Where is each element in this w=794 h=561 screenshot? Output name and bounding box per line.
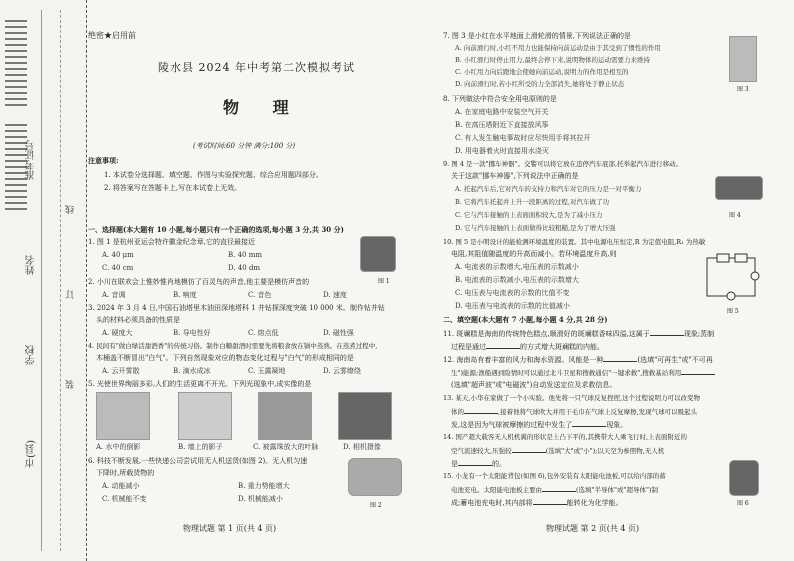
option: A. 硬度大 [102,329,133,337]
notice-item: 2. 将答案写在答题卡上,写在本试卷上无效。 [104,184,242,192]
notice-item: 1. 本试卷分选择题、填空题、作图与实验探究题、综合应用题四部分。 [104,171,323,179]
page-footer: 物理试题 第 1 页(共 4 页) [183,524,277,533]
figure-caption: 图 3 [737,86,749,93]
question-15-cont: 电池充电。太阳能电池板主要由 (选填"半导体"或"超导体")制 [451,483,658,496]
question-9-cont: 关于这款"挪车神器",下列说法中正确的是 [451,172,579,180]
question-11-cont: 过程是通过 的方式增大斑斓糕的内能。 [451,340,604,353]
gutter-label-name: 姓名 [26,255,37,275]
option: D. 电压表与电流表的示数的比值减小 [455,302,570,310]
option: B. 小红滑行时停止用力,最终会停下来,说明物体的运动需要力来维持 [455,56,651,64]
seal-text-pack: 装 [66,380,76,389]
gutter-label-school: 学校 [26,345,37,365]
question-11: 11. 斑斓糕是海南的传统特色糕点,顺滑好的斑斓糕香味四溢,这属于 现象;蒸制 [443,327,714,340]
option: B. 重力势能增大 [238,482,290,490]
option: A. 托起汽车后,它对汽车的支持力和汽车对它的压力是一对平衡力 [455,185,642,193]
seal-line [60,10,61,551]
question-15: 15. 小龙有一个太阳能背包(如图 6),包外安装有太阳能电池板,可以给内部的蓄 [443,472,666,480]
photo-dewdrop [258,392,312,440]
option: C. 熔点低 [248,329,279,337]
figure-caption: 图 1 [378,278,390,285]
question-5: 5. 光使世界绚丽多彩,人们的生活更离不开光。下列光现象中,成实像的是 [88,380,312,388]
option: C. 有人发生触电事故时应尽快用手将其拉开 [455,134,591,142]
option: D. 机械能减小 [238,495,283,503]
option: C. 被露珠放大的叶脉 [253,443,319,451]
figure-6-backpack [729,460,759,496]
figure-caption: 图 6 [737,500,749,507]
option: D. 向前滑行时,若小红所受的力全部消失,她将处于静止状态 [455,80,625,88]
question-4: 4. 民间有"做白绿活甜酒香"的传统习俗。制作白糖甜酒时需要先将粮食放在锅中蒸熟。在蒸煮过程中, [88,342,378,350]
option: A. 云开雾散 [102,367,140,375]
option: C. 电压表与电流表的示数的比值不变 [455,289,570,297]
question-4-cont: 木桶盖不断冒出"白气"。下列自然现象对应的物态变化过程与"白气"的形成相同的是 [96,354,354,362]
seal-text-bind: 订 [66,290,76,299]
figure-5-circuit [701,252,761,302]
figure-1-medal [360,236,396,272]
section-1-heading: 一、选择题(本大题有 10 小题,每小题只有一个正确的选项,每小题 3 分,共 30 分) [88,225,344,234]
option: B. 响度 [173,291,197,299]
question-14: 14. 国产超大载客无人机机翼的形状是上凸下平的,其携带大人乘飞行时,上表面附近的 [443,433,688,441]
question-10: 10. 图 5 是小明设计的能检测环境温度的装置。其中电源电压恒定,R 为定值电阻,R₁ 为热敏 [443,238,706,246]
option: B. 在高压塔附近下直接放风筝 [455,121,549,129]
option: B. 它将汽车托起并上升一段距离的过程,对汽车做了功 [455,198,609,206]
question-10-cont: 电阻,其阻值随温度的升高而减小。若环境温度升高,则 [451,250,617,258]
option: D. 磁性强 [323,329,354,337]
question-8: 8. 下列做法中符合安全用电原则的是 [443,95,557,103]
option: B. 滴水成冰 [173,367,211,375]
question-6-cont: 下降时,所载货物的 [96,469,155,477]
option: D. 用电器着火时直接用水浇灭 [455,147,549,155]
option: D. 相机摄像 [343,443,381,451]
question-14-cont2: 是 的。 [451,457,506,470]
question-13-cont2: 发,这是因为气球被摩擦的过程中发生了 现象。 [451,418,627,431]
question-6: 6. 科技不断发展,一些快递公司尝试用无人机送货(如图 2)。无人机匀速 [88,457,308,465]
question-1: 1. 图 1 是杭州亚运会特许徽金纪念章,它的直径最接近 [88,238,256,246]
option: C. 玉露凝地 [248,367,286,375]
option: D. 速度 [323,291,347,299]
binding-gutter [0,0,87,561]
gutter-label-id: 准考证号 [26,140,37,180]
confidential-mark: 绝密★启用前 [88,31,136,40]
option: C. 40 cm [102,264,134,272]
seal-line [41,10,42,551]
option: B. 40 mm [228,251,263,259]
question-12: 12. 海南岛有着丰富的风力和海水资源。风能是一种 (选填"可再生"或"不可再 [443,353,713,366]
notice-title: 注意事项: [88,156,119,165]
photo-camera [338,392,392,440]
figure-2-drone [348,458,402,496]
section-2-heading: 二、填空题(本大题有 7 小题,每小题 4 分,共 28 分) [443,315,608,324]
question-3: 3. 2024 年 3 月 4 日,中国石油塔里木油田深地塔科 1 井钻探深度突破 10 000 米。制作钻井钻 [88,304,385,312]
option: C. 音色 [248,291,272,299]
gutter-label-city: 市(县) [26,440,37,468]
option: A. 水中的倒影 [96,443,141,451]
question-15-cont2: 成;蓄电池充电时,其内部将 能转化为化学能。 [451,496,623,509]
figure-caption: 图 5 [727,308,739,315]
option: A. 音调 [102,291,126,299]
subject-title: 物 理 [223,98,303,117]
option: A. 电流表的示数增大,电压表的示数减小 [455,263,579,271]
question-14-cont: 空气流速较大,压强较 (选填"大"或"小");以天空为参照物,无人机 [451,444,664,457]
seal-text-line: 线 [66,205,76,214]
option: C. 它与汽车接触的上表面面积较大,是为了减小压力 [455,211,603,219]
option: C. 小红用力向后蹬地会使她向前运动,说明力的作用是相互的 [455,68,629,76]
question-13: 13. 某天,小华在家做了一个小实验。他先将一只气球反复捏捏,这个过程说明力可以改变物 [443,394,701,402]
option: A. 动能减小 [102,482,140,490]
figure-3-skater [729,36,757,82]
question-12-cont2: (选填"超声波"或"电磁波")自动发送定位及求救信息。 [451,381,617,389]
option: B. 电流表的示数减小,电压表的示数增大 [455,276,579,284]
option: B. 墙上的影子 [178,443,223,451]
question-12-cont: 生")能源;渔船遇到险情时可以通过北斗卫星和搜救通信"一键求救",搜救基站利用 [451,366,715,379]
page-footer: 物理试题 第 2 页(共 4 页) [546,524,640,533]
exam-info: (考试时间:60 分钟 满分:100 分) [193,142,296,150]
question-13-cont: 体的 ,接着他将气球吹大并用干毛巾在气球上反复摩擦,发现气球可以吸起头 [451,405,697,418]
barcode-mark [5,16,27,106]
question-7: 7. 图 3 是小红在水平地面上滑轮滑的情景,下列说法正确的是 [443,32,632,40]
figure-caption: 图 4 [729,212,741,219]
figure-4-car-mover [715,176,763,200]
question-9: 9. 图 4 是一款"挪车神器"。交警可以将它放在违停汽车底部,托举起汽车进行移动。 [443,160,683,168]
option: A. 向前滑行时,小红不用力也能保持向前运动是由于其受到了惯性的作用 [455,44,661,52]
option: D. 云雾缭绕 [323,367,361,375]
photo-reflection [96,392,150,440]
option: C. 机械能不变 [102,495,147,503]
photo-shadow [178,392,232,440]
figure-caption: 图 2 [370,502,382,509]
option: B. 导电性好 [173,329,211,337]
option: A. 在家庭电路中安装空气开关 [455,108,549,116]
option: A. 40 μm [102,251,134,259]
option: D. 40 dm [228,264,261,272]
question-3-cont: 头的材料必须具备的性质是 [96,316,180,324]
question-2: 2. 小川在联欢会上惟妙惟肖地模仿了百灵鸟的声音,他主要是模仿声音的 [88,278,310,286]
exam-title: 陵水县 2024 年中考第二次模拟考试 [158,61,355,74]
option: D. 它与汽车接触的上表面做得比较粗糙,是为了增大压强 [455,224,616,232]
